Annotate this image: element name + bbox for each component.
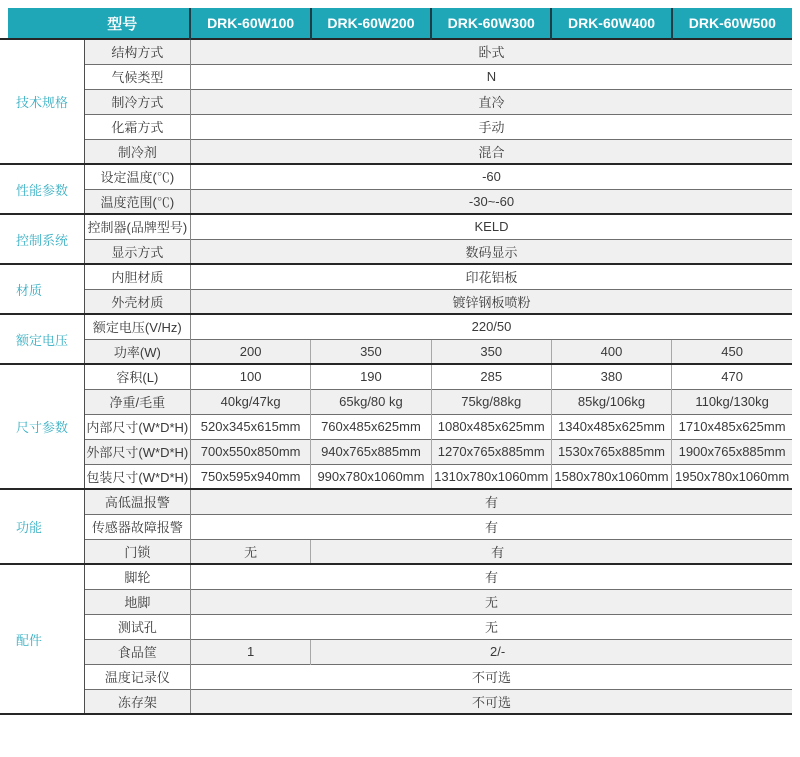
data-cell: [431, 414, 551, 439]
data-cell-value: 手动: [478, 120, 505, 135]
data-cell: [431, 364, 551, 389]
data-cell: [190, 589, 792, 614]
group-label-cell: 性能参数: [0, 164, 84, 214]
model-header-5: DRK-60W500: [672, 8, 792, 39]
data-cell-value: 直冷: [478, 95, 505, 110]
table-row: [0, 389, 792, 414]
row-label-cell: 温度记录仪: [84, 664, 190, 689]
data-cell-value: 无: [484, 595, 498, 610]
row-label-cell: 制冷方式: [84, 89, 190, 114]
data-cell-value: 1270x765x885mm: [437, 444, 545, 459]
data-cell-value: 380: [600, 369, 623, 385]
data-cell: [431, 389, 551, 414]
row-label-cell: 高低温报警: [84, 489, 190, 514]
table-row: [0, 164, 792, 189]
data-cell-value: 220/50: [471, 319, 512, 335]
row-label-cell: 显示方式: [84, 239, 190, 264]
group-label-cell: 材质: [0, 264, 84, 314]
row-label-cell: 传感器故障报警: [84, 514, 190, 539]
row-label-cell: 控制器(品牌型号): [84, 214, 190, 239]
data-cell-value: 190: [360, 369, 382, 385]
table-row: [0, 489, 792, 514]
data-cell-value: 940x765x885mm: [321, 444, 421, 459]
data-cell: [190, 39, 792, 64]
row-label-cell: 食品筐: [84, 639, 190, 664]
row-label-cell: 门锁: [84, 539, 190, 564]
data-cell-value: 350: [480, 343, 503, 359]
data-cell: [190, 364, 310, 389]
data-cell-value: N: [486, 69, 497, 84]
data-cell: [311, 364, 431, 389]
table-row: [0, 539, 792, 564]
data-cell-value: 1340x485x625mm: [558, 419, 665, 434]
data-cell: [551, 339, 671, 364]
table-row: [0, 239, 792, 264]
data-cell-value: 1080x485x625mm: [437, 419, 545, 434]
data-cell-value: 1: [247, 644, 255, 659]
data-cell-value: 750x595x940mm: [200, 468, 301, 484]
data-cell-value: KELD: [474, 219, 509, 235]
data-cell-value: 印花铝板: [465, 270, 518, 286]
data-cell-value: 760x485x625mm: [321, 419, 421, 434]
data-cell-value: 520x345x615mm: [200, 419, 301, 434]
table-row: [0, 264, 792, 289]
data-cell-value: 1580x780x1060mm: [554, 468, 669, 484]
data-cell: [190, 189, 792, 214]
data-cell-value: 350: [360, 343, 382, 359]
spec-table: [0, 8, 792, 715]
data-cell: [672, 439, 792, 464]
table-row: [0, 464, 792, 489]
data-cell: [190, 214, 792, 239]
table-row: [0, 689, 792, 714]
table-row: [0, 64, 792, 89]
table-row: [0, 664, 792, 689]
group-label-cell: 功能: [0, 489, 84, 564]
data-cell-value: -30~-60: [468, 193, 515, 209]
data-cell: [311, 439, 431, 464]
data-cell-value: 数码显示: [465, 244, 518, 260]
data-cell-value: 990x780x1060mm: [317, 468, 425, 484]
group-label-cell: 控制系统: [0, 214, 84, 264]
group-label-cell: 尺寸参数: [0, 364, 84, 489]
table-row: [0, 314, 792, 339]
data-cell: [190, 339, 310, 364]
group-label-cell: 配件: [0, 564, 84, 714]
row-label-cell: 制冷剂: [84, 139, 190, 164]
model-header-1: DRK-60W100: [190, 8, 310, 39]
header-row: [0, 8, 792, 39]
data-cell: [190, 639, 310, 664]
data-cell: [431, 339, 551, 364]
data-cell-value: 65kg/80 kg: [339, 394, 403, 409]
data-cell-value: 200: [239, 343, 262, 359]
row-label-cell: 内部尺寸(W*D*H): [84, 414, 190, 439]
data-cell: [311, 339, 431, 364]
table-row: [0, 564, 792, 589]
data-cell: [190, 114, 792, 139]
data-cell-value: 无: [244, 544, 258, 560]
data-cell: [551, 464, 671, 489]
data-cell-value: 2/-: [490, 644, 506, 659]
data-cell: [190, 164, 792, 189]
data-cell-value: 无: [484, 620, 498, 635]
data-cell-value: 100: [239, 369, 262, 385]
data-cell-value: 110kg/130kg: [695, 394, 769, 409]
data-cell: [551, 364, 671, 389]
data-cell: [190, 239, 792, 264]
data-cell-value: 450: [721, 343, 743, 359]
data-cell-value: 有: [484, 520, 498, 535]
row-label-cell: 外部尺寸(W*D*H): [84, 439, 190, 464]
data-cell-value: -60: [482, 169, 501, 185]
data-cell: [311, 639, 792, 664]
data-cell: [190, 464, 310, 489]
data-cell: [190, 664, 792, 689]
data-cell-value: 1310x780x1060mm: [434, 468, 549, 484]
data-cell: [190, 414, 310, 439]
table-body: [0, 39, 792, 714]
table-row: [0, 89, 792, 114]
table-row: [0, 364, 792, 389]
group-label-cell: 额定电压: [0, 314, 84, 364]
data-cell: [190, 264, 792, 289]
data-cell: [190, 64, 792, 89]
data-cell-value: 285: [480, 369, 503, 385]
data-cell-value: 75kg/88kg: [461, 394, 522, 409]
data-cell: [311, 414, 431, 439]
row-label-cell: 额定电压(V/Hz): [84, 314, 190, 339]
row-label-cell: 结构方式: [84, 39, 190, 64]
data-cell: [551, 389, 671, 414]
data-cell: [190, 314, 792, 339]
row-label-cell: 外壳材质: [84, 289, 190, 314]
data-cell-value: 1900x765x885mm: [678, 444, 786, 459]
group-label-cell: 技术规格: [0, 39, 84, 164]
row-label-cell: 气候类型: [84, 64, 190, 89]
row-label-cell: 功率(W): [84, 339, 190, 364]
table-row: [0, 589, 792, 614]
data-cell-value: 85kg/106kg: [577, 394, 646, 409]
data-cell: [311, 539, 792, 564]
row-label-cell: 测试孔: [84, 614, 190, 639]
table-row: [0, 439, 792, 464]
data-cell-value: 镀锌钢板喷粉: [452, 294, 531, 310]
table-header: [0, 8, 792, 39]
data-cell: [190, 614, 792, 639]
data-cell: [672, 464, 792, 489]
data-cell: [190, 514, 792, 539]
data-cell: [431, 439, 551, 464]
row-label-cell: 设定温度(℃): [84, 164, 190, 189]
row-label-cell: 化霜方式: [84, 114, 190, 139]
data-cell: [190, 439, 310, 464]
data-cell-value: 有: [484, 495, 498, 511]
data-cell-value: 700x550x850mm: [200, 444, 301, 459]
data-cell-value: 有: [491, 544, 505, 560]
table-row: [0, 289, 792, 314]
table-row: [0, 514, 792, 539]
table-row: [0, 639, 792, 664]
data-cell-value: 有: [484, 570, 498, 586]
data-cell: [190, 564, 792, 589]
data-cell-value: 混合: [478, 144, 505, 160]
data-cell: [672, 389, 792, 414]
data-cell: [190, 89, 792, 114]
data-cell: [190, 389, 310, 414]
data-cell: [190, 139, 792, 164]
data-cell-value: 470: [721, 369, 743, 385]
row-label-cell: 地脚: [84, 589, 190, 614]
table-row: [0, 339, 792, 364]
data-cell-value: 不可选: [471, 670, 511, 685]
row-label-cell: 容积(L): [84, 364, 190, 389]
table-row: [0, 39, 792, 64]
table-row: [0, 139, 792, 164]
table-row: [0, 114, 792, 139]
data-cell: [551, 414, 671, 439]
data-cell-value: 40kg/47kg: [220, 394, 281, 409]
data-cell: [672, 364, 792, 389]
row-label-cell: 包装尺寸(W*D*H): [84, 464, 190, 489]
data-cell: [431, 464, 551, 489]
data-cell-value: 1710x485x625mm: [678, 419, 786, 434]
data-cell: [190, 689, 792, 714]
data-cell-value: 不可选: [471, 694, 511, 710]
data-cell: [190, 539, 310, 564]
row-label-cell: 净重/毛重: [84, 389, 190, 414]
data-cell: [551, 439, 671, 464]
row-label-cell: 冻存架: [84, 689, 190, 714]
model-header-4: DRK-60W400: [551, 8, 671, 39]
data-cell-value: 400: [600, 343, 623, 359]
data-cell: [311, 389, 431, 414]
model-header-3: DRK-60W300: [431, 8, 551, 39]
model-header-2: DRK-60W200: [311, 8, 431, 39]
row-label-cell: 内胆材质: [84, 264, 190, 289]
table-row: [0, 414, 792, 439]
table-row: [0, 189, 792, 214]
data-cell: [190, 289, 792, 314]
table-row: [0, 614, 792, 639]
model-corner-header: 型号: [0, 8, 190, 39]
data-cell: [672, 414, 792, 439]
row-label-cell: 脚轮: [84, 564, 190, 589]
data-cell: [672, 339, 792, 364]
row-label-cell: 温度范围(℃): [84, 189, 190, 214]
data-cell: [311, 464, 431, 489]
data-cell: [190, 489, 792, 514]
data-cell-value: 卧式: [478, 45, 505, 61]
data-cell-value: 1530x765x885mm: [558, 444, 665, 459]
table-row: [0, 214, 792, 239]
data-cell-value: 1950x780x1060mm: [674, 468, 790, 484]
